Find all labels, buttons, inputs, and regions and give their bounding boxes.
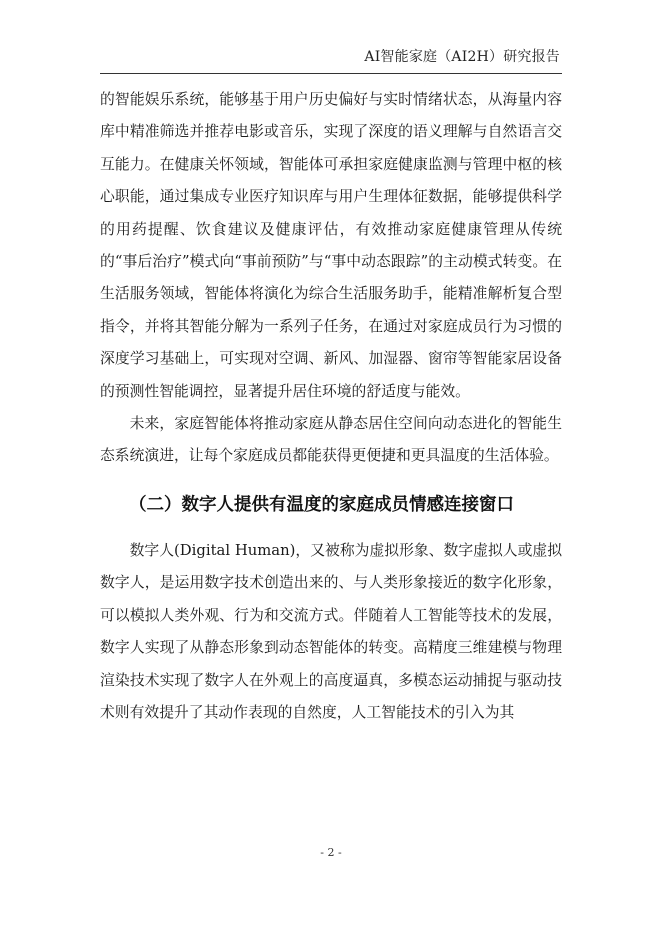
- running-header-title: AI智能家庭（AI2H）研究报告: [364, 49, 560, 65]
- body-paragraph-digital-human: 数字人(Digital Human)，又被称为虚拟形象、数字虚拟人或虚拟数字人，是运用数字技术创造出来的、与人类形象接近的数字化形象，可以模拟人类外观、行为和交流方式。伴随着人工智能等技术的发展，数字人实现了从静态形象到动态智能体的转变。高精度三维建模与物理渲染技术实现了数字人在外观上的高度逼真，多模态运动捕捉与驱动技术则有效提升了其动作表现的自然度，人工智能技术的引入为其: [100, 541, 562, 721]
- page-number: - 2 -: [320, 846, 342, 859]
- body-paragraph-continuation: 的智能娱乐系统，能够基于用户历史偏好与实时情绪状态，从海量内容库中精准筛选并推荐电影或音乐，实现了深度的语义理解与自然语言交互能力。在健康关怀领域，智能体可承担家庭健康监测与管理中枢的核心职能，通过集成专业医疗知识库与用户生理体征数据，能够提供科学的用药提醒、饮食建议及健康评估，有效推动家庭健康管理从传统的“事后治疗”模式向“事前预防”与“事中动态跟踪”的主动模式转变。在生活服务领域，智能体将演化为综合生活服务助手，能精准解析复合型指令，并将其智能分解为一系列子任务，在通过对家庭成员行为习惯的深度学习基础上，可实现对空调、新风、加湿器、窗帘等智能家居设备的预测性智能调控，显著提升居住环境的舒适度与能效。: [100, 91, 562, 400]
- header-divider: [100, 73, 562, 74]
- body-paragraph-future: 未来，家庭智能体将推动家庭从静态居住空间向动态进化的智能生态系统演进，让每个家庭成员都能获得更便捷和更具温度的生活体验。: [100, 415, 562, 465]
- page-body: [100, 84, 562, 729]
- section-heading-digital-human: （二）数字人提供有温度的家庭成员情感连接窗口: [129, 494, 514, 515]
